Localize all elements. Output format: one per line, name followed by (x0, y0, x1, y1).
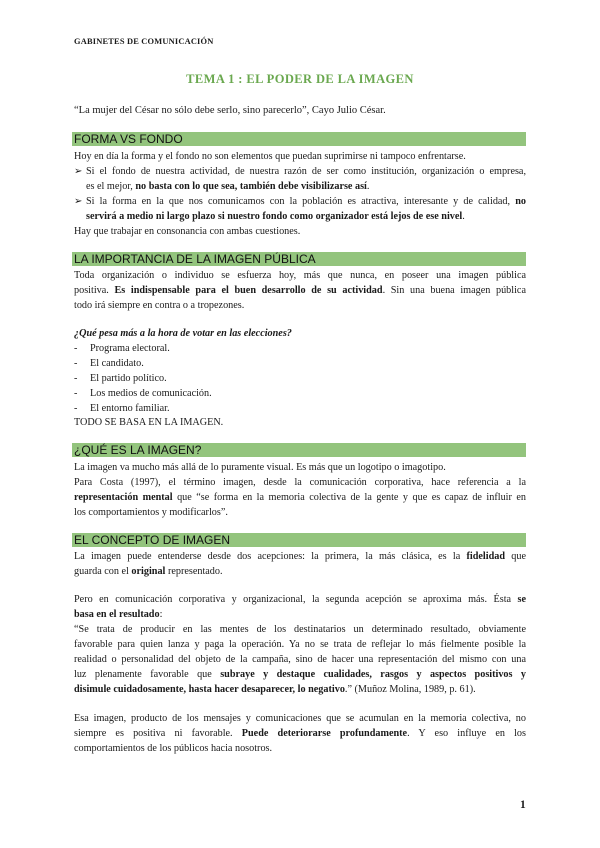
list-item: - El entorno familiar. (74, 403, 170, 414)
paragraph: Toda organización o individuo se esfuerza hoy, más que nunca, en poseer una imagen pública positiva. Es indispensable para el buen desarrollo de su actividad. Sin una buena imagen pública todo irá siempre en contra o a tropezones. (74, 270, 526, 311)
section-heading-importancia-imagen: LA IMPORTANCIA DE LA IMAGEN PÚBLICA (72, 252, 526, 266)
arrow-bullet-icon: ➢ (74, 196, 83, 207)
arrow-bullet-icon: ➢ (74, 166, 83, 177)
block-quote: “Se trata de producir en las mentes de los destinatarios un determinado resultado, obviamente favorable para quien lanza y paga la operación. Ya no se trata de reflejar lo más fielmente posible la realidad o personalidad del objeto de la campaña, sino de hacer una representación del mismo con una luz plenamente favorable que subraye y destaque cualidades, rasgos y aspectos positivos y disimule cuidadosamente, hasta hacer desaparecer, lo negativo.” (Muñoz Molina, 1989, p. 61). (74, 624, 526, 695)
paragraph: Esa imagen, producto de los mensajes y comunicaciones que se acumulan en la memoria colectiva, no siempre es positiva ni favorable. Puede deteriorarse profundamente. Y eso influye en los comportamientos de los públicos hacia nosotros. (74, 713, 526, 754)
section-heading-forma-vs-fondo: FORMA VS FONDO (72, 132, 526, 146)
bullet-item: ➢ Si el fondo de nuestra actividad, de nuestra razón de ser como institución, organización o empresa, es el mejor, no basta con lo que sea, también debe visibilizarse así. (74, 166, 526, 192)
conclusion-text: TODO SE BASA EN LA IMAGEN. (74, 417, 224, 428)
page-title: TEMA 1 : EL PODER DE LA IMAGEN (186, 72, 414, 86)
bullet-item: ➢ Si la forma en la que nos comunicamos con la población es atractiva, interesante y de calidad, no servirá a medio ni largo plazo si nuestro fondo como organizador está lejos de ese nivel. (74, 196, 526, 222)
paragraph: Hoy en día la forma y el fondo no son elementos que puedan suprimirse ni tampoco enfrentarse. (74, 151, 466, 162)
epigraph-quote: “La mujer del César no sólo debe serlo, sino parecerlo”, Cayo Julio César. (74, 105, 386, 116)
list-item: - Programa electoral. (74, 343, 170, 354)
list (74, 341, 526, 416)
section-heading-concepto-imagen: EL CONCEPTO DE IMAGEN (72, 533, 526, 547)
page-number: 1 (520, 799, 526, 811)
paragraph: Hay que trabajar en consonancia con ambas cuestiones. (74, 226, 301, 237)
paragraph: La imagen puede entenderse desde dos acepciones: la primera, la más clásica, es la fidelidad que guarda con el original representado. (74, 551, 526, 577)
paragraph: La imagen va mucho más allá de lo puramente visual. Es más que un logotipo o imagotipo. (74, 462, 446, 473)
list-item: - El candidato. (74, 358, 144, 369)
section-heading-que-es-imagen: ¿QUÉ ES LA IMAGEN? (72, 443, 526, 457)
running-header: GABINETES DE COMUNICACIÓN (74, 37, 214, 46)
paragraph: Para Costa (1997), el término imagen, desde la comunicación corporativa, hace referencia a la representación mental que “se forma en la memoria colectiva de la gente y que es capaz de influir en los comportamientos y modificarlos”. (74, 477, 526, 518)
question: ¿Qué pesa más a la hora de votar en las elecciones? (74, 328, 292, 339)
list-item: - El partido político. (74, 373, 167, 384)
list-item: - Los medios de comunicación. (74, 388, 212, 399)
paragraph: Pero en comunicación corporativa y organizacional, la segunda acepción se aproxima más. Ésta se basa en el resultado: (74, 594, 526, 620)
